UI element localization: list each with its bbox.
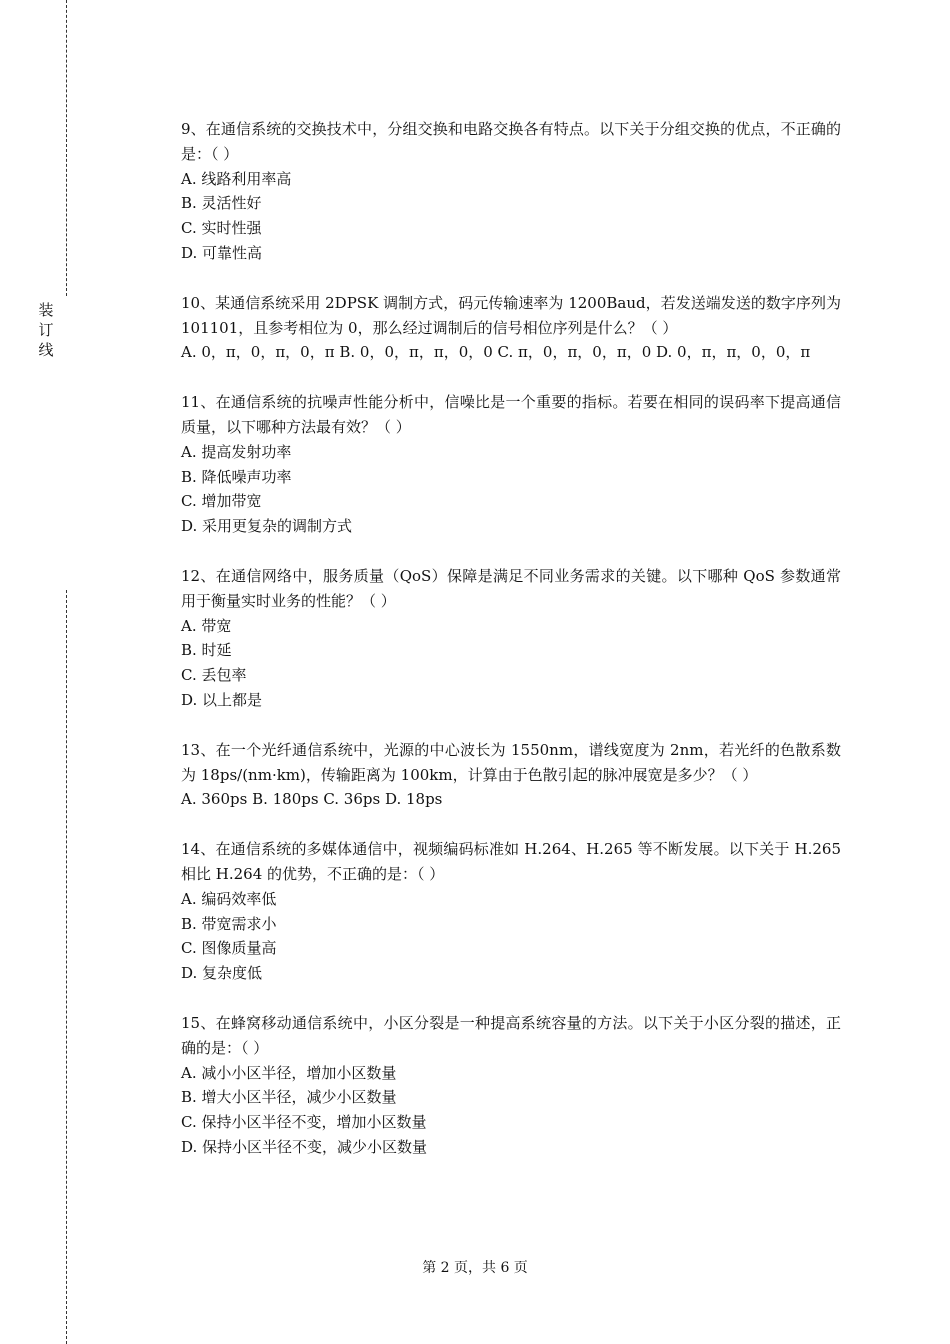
question-stem: 12、在通信网络中，服务质量（QoS）保障是满足不同业务需求的关键。以下哪种 QoS 参数通常用于衡量实时业务的性能？（ ） [181,566,841,610]
question-14 [181,837,841,986]
question-13 [181,738,841,812]
question-stem: 11、在通信系统的抗噪声性能分析中，信噪比是一个重要的指标。若要在相同的误码率下提高通信质量，以下哪种方法最有效？（ ） [181,393,841,436]
option-a: A. 线路利用率高 [181,169,292,188]
option-a: A. 减小小区半径，增加小区数量 [181,1063,397,1082]
question-stem: 15、在蜂窝移动通信系统中，小区分裂是一种提高系统容量的方法。以下关于小区分裂的描述，正确的是：（ ） [181,1013,841,1057]
binding-label [36,300,56,360]
question-12 [181,564,841,713]
option-d: D. 以上都是 [181,690,263,709]
option-b: B. 增大小区半径，减少小区数量 [181,1088,397,1107]
question-stem: 14、在通信系统的多媒体通信中，视频编码标准如 H.264、H.265 等不断发展。以下关于 H.265 相比 H.264 的优势，不正确的是：（ ） [181,840,841,883]
question-list [181,117,841,1160]
option-d: D. 复杂度低 [181,964,263,983]
binding-label-char: 线 [38,341,54,359]
option-b: B. 灵活性好 [181,194,262,213]
question-15 [181,1011,841,1160]
option-c: C. 增加带宽 [181,492,262,511]
option-d: D. 采用更复杂的调制方式 [181,517,353,536]
binding-label-char: 订 [38,321,54,339]
option-c: C. 丢包率 [181,666,247,685]
option-a: A. 编码效率低 [181,889,277,908]
option-c: C. 保持小区半径不变，增加小区数量 [181,1113,427,1132]
question-10 [181,291,841,365]
question-9 [181,117,841,266]
option-d: D. 保持小区半径不变，减少小区数量 [181,1137,428,1156]
option-b: B. 带宽需求小 [181,914,277,933]
question-stem: 9、在通信系统的交换技术中，分组交换和电路交换各有特点。以下关于分组交换的优点，不正确的是：（ ） [181,120,841,163]
option-d: D. 可靠性高 [181,243,263,262]
option-c: C. 图像质量高 [181,939,277,958]
question-11 [181,390,841,539]
option-b: B. 降低噪声功率 [181,467,292,486]
options-inline: A. 360ps B. 180ps C. 36ps D. 18ps [181,790,443,809]
question-stem: 13、在一个光纤通信系统中，光源的中心波长为 1550nm，谱线宽度为 2nm，若光纤的色散系数为 18ps/(nm·km)，传输距离为 100km，计算由于色散引起的脉冲展宽是多少？（ ） [181,740,841,784]
page-number-footer: 第 2 页，共 6 页 [422,1260,528,1276]
option-c: C. 实时性强 [181,219,262,238]
binding-label-char: 装 [38,301,54,319]
binding-dashed-line-top [66,0,67,296]
option-a: A. 提高发射功率 [181,442,292,461]
option-b: B. 时延 [181,641,232,660]
options-inline: A. 0，π，0，π，0，π B. 0，0，π，π，0，0 C. π，0，π，0，π，0 D. 0，π，π，0，0，π [181,343,811,362]
binding-dashed-line-bottom [66,590,67,1344]
option-a: A. 带宽 [181,616,232,635]
question-stem: 10、某通信系统采用 2DPSK 调制方式，码元传输速率为 1200Baud，若发送端发送的数字序列为 101101，且参考相位为 0，那么经过调制后的信号相位序列是什么？（ ） [181,293,841,337]
